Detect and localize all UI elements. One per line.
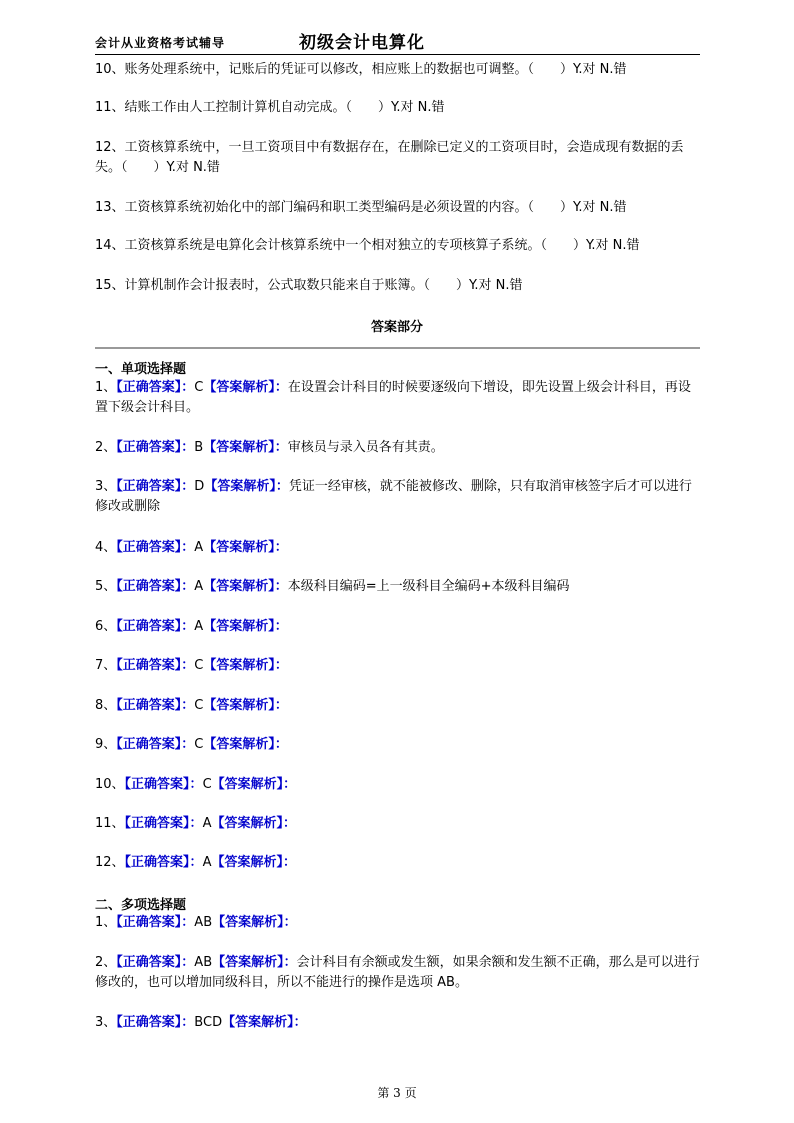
correct-answer-label: 【正确答案】： [116, 915, 195, 930]
answer-value: C [194, 698, 204, 713]
answer-value: A [194, 579, 204, 594]
item-number: 2、 [95, 440, 117, 455]
single-answer-10 [95, 775, 700, 795]
question-15: 15、计算机制作会计报表时，公式取数只能来自于账簿。（ ）Y.对 N.错 [95, 278, 523, 293]
correct-answer-label: 【正确答案】： [124, 816, 203, 831]
analysis-label: 【答案解析】： [211, 777, 297, 792]
multi-choice-section-title: 二、多项选择题 [95, 898, 187, 913]
correct-answer-label: 【正确答案】： [116, 479, 195, 494]
answer-value: D [194, 479, 205, 494]
question-11: 11、结账工作由人工控制计算机自动完成。（ ）Y.对 N.错 [95, 100, 445, 115]
analysis-label: 【答案解析】： [211, 816, 296, 831]
page-number: 第 3 页 [377, 1086, 417, 1100]
multi-answer-3 [95, 1013, 700, 1033]
analysis-label: 【答案解析】： [203, 698, 288, 713]
analysis-label: 【答案解析】： [212, 915, 297, 930]
answer-value: C [194, 380, 204, 395]
header-title: 初级会计电算化 [299, 33, 425, 53]
analysis-label: 【答案解析】： [203, 619, 288, 634]
analysis-label: 【答案解析】： [203, 658, 288, 673]
item-number: 2、 [95, 955, 117, 970]
single-answer-5 [95, 577, 700, 597]
header-left-text: 会计从业资格考试辅导 [95, 36, 226, 50]
single-answer-2 [95, 438, 700, 458]
analysis-text: 凭证一经审核，就不能被修改、删除，只有取消审核签字后才可以进行修改或删除 [95, 479, 692, 514]
answer-value: A [194, 540, 204, 555]
analysis-text: 在设置会计科目的时候要逐级向下增设，即先设置上级会计科目，再设置下级会计科目。 [95, 380, 691, 415]
page-header [95, 28, 700, 55]
answer-value: C [202, 777, 212, 792]
single-answer-11 [95, 814, 700, 834]
answer-value: A [202, 816, 212, 831]
analysis-text: 会计科目有余额或发生额，如果余额和发生额不正确，那么是可以进行修改的，也可以增加同级科目，所以不能进行的操作是选项 AB。 [95, 955, 700, 990]
item-number: 3、 [95, 479, 117, 494]
answer-value: C [194, 737, 204, 752]
item-number: 8、 [95, 698, 117, 713]
item-number: 5、 [95, 579, 117, 594]
question-13: 13、工资核算系统初始化中的部门编码和职工类型编码是必须设置的内容。（ ）Y.对 N.错 [95, 200, 627, 215]
answer-value: AB [194, 955, 213, 970]
analysis-text: 审核员与录入员各有其责。 [287, 440, 444, 455]
answer-section-heading: 答案部分 [370, 320, 423, 335]
single-answer-6 [95, 617, 700, 637]
question-14: 14、工资核算系统是电算化会计核算系统中一个相对独立的专项核算子系统。（ ）Y.对 N.错 [95, 238, 640, 253]
question-12: 12、工资核算系统中，一旦工资项目中有数据存在，在删除已定义的工资项目时，会造成现有数据的丢失。（ ）Y.对 N.错 [95, 140, 684, 175]
item-number: 1、 [95, 915, 117, 930]
item-number: 3、 [95, 1015, 117, 1030]
correct-answer-label: 【正确答案】： [116, 440, 195, 455]
multi-answer-1 [95, 913, 700, 933]
single-answer-8 [95, 696, 700, 716]
single-answer-9 [95, 735, 700, 755]
correct-answer-label: 【正确答案】： [124, 855, 203, 870]
correct-answer-label: 【正确答案】： [116, 579, 195, 594]
single-answer-7 [95, 656, 700, 676]
correct-answer-label: 【正确答案】： [116, 619, 195, 634]
answer-value: A [202, 855, 212, 870]
answer-value: AB [194, 915, 213, 930]
answer-value: C [194, 658, 204, 673]
item-number: 9、 [95, 737, 117, 752]
single-answer-12 [95, 853, 700, 873]
item-number: 7、 [95, 658, 117, 673]
analysis-label: 【答案解析】： [203, 380, 288, 395]
correct-answer-label: 【正确答案】： [116, 698, 195, 713]
answer-value: B [194, 440, 204, 455]
analysis-label: 【答案解析】： [204, 479, 289, 494]
item-number: 11、 [95, 816, 125, 831]
analysis-label: 【答案解析】： [211, 855, 296, 870]
analysis-label: 【答案解析】： [203, 737, 288, 752]
heading-divider [95, 347, 700, 349]
correct-answer-label: 【正确答案】： [116, 955, 195, 970]
analysis-label: 【答案解析】： [203, 540, 288, 555]
analysis-label: 【答案解析】： [203, 579, 288, 594]
correct-answer-label: 【正确答案】： [116, 540, 195, 555]
question-10: 10、账务处理系统中，记账后的凭证可以修改，相应账上的数据也可调整。（ ）Y.对 N.错 [95, 62, 627, 77]
item-number: 6、 [95, 619, 117, 634]
analysis-label: 【答案解析】： [203, 440, 288, 455]
correct-answer-label: 【正确答案】： [116, 737, 195, 752]
analysis-label: 【答案解析】： [222, 1015, 307, 1030]
analysis-label: 【答案解析】： [212, 955, 297, 970]
item-number: 12、 [95, 855, 125, 870]
correct-answer-label: 【正确答案】： [116, 658, 195, 673]
single-answer-4 [95, 538, 700, 558]
answer-value: A [194, 619, 204, 634]
item-number: 1、 [95, 380, 117, 395]
correct-answer-label: 【正确答案】： [124, 777, 203, 792]
single-answer-1 [95, 378, 700, 418]
multi-answer-2 [95, 953, 700, 993]
correct-answer-label: 【正确答案】： [116, 1015, 195, 1030]
single-choice-section-title: 一、单项选择题 [95, 362, 187, 377]
correct-answer-label: 【正确答案】： [116, 380, 195, 395]
item-number: 4、 [95, 540, 117, 555]
analysis-text: 本级科目编码=上一级科目全编码+本级科目编码 [287, 579, 570, 594]
answer-value: BCD [194, 1015, 223, 1030]
item-number: 10、 [95, 777, 125, 792]
single-answer-3 [95, 477, 700, 517]
